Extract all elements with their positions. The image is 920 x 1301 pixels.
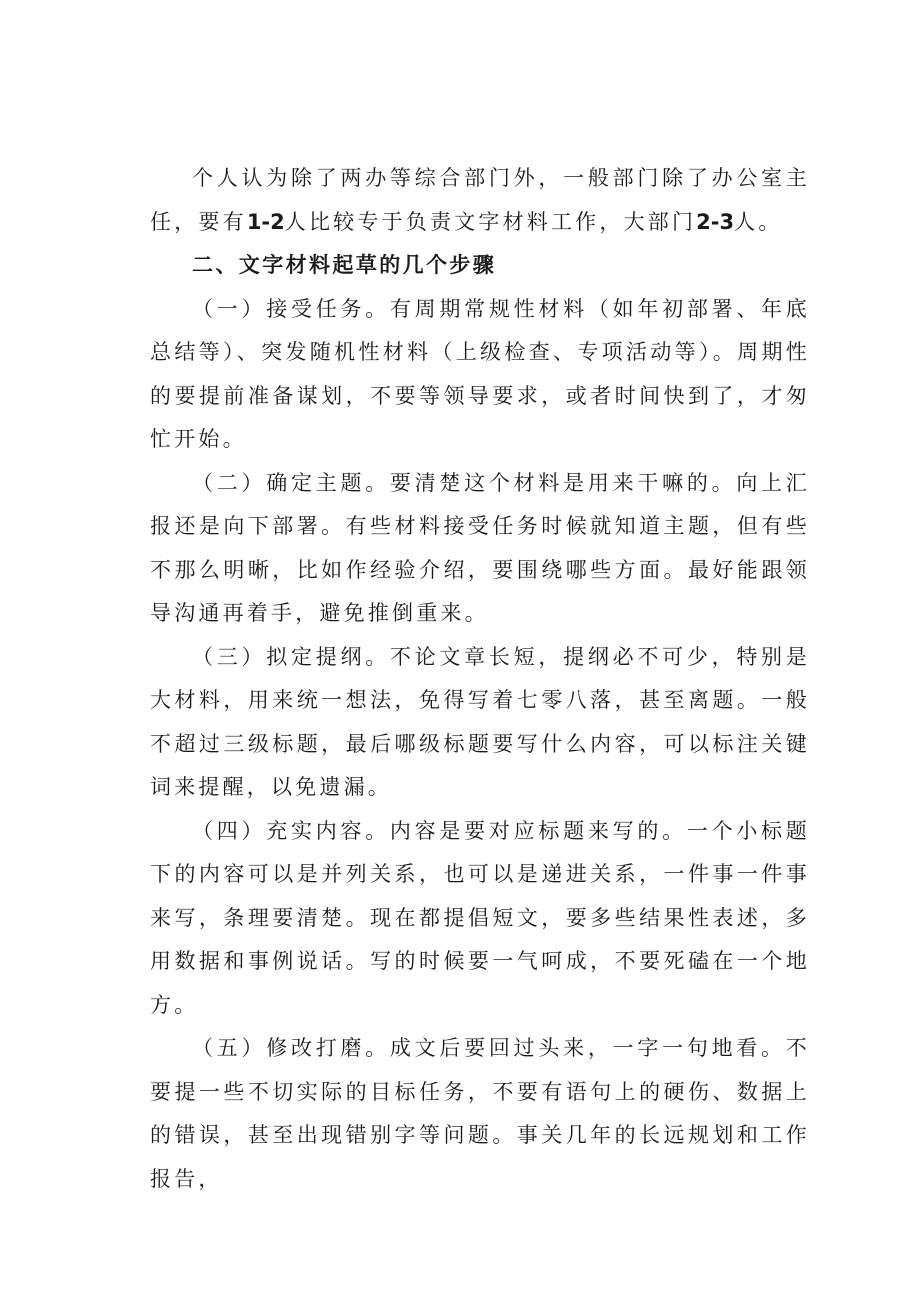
intro-paragraph	[150, 157, 810, 244]
intro-text-1: 个人认为除了两办等综合部门外，一般部门除了办公室主任，要有	[150, 166, 810, 234]
step-paragraph-3: （三）拟定提纲。不论文章长短，提纲必不可少，特别是大材料，用来统一想法，免得写着七零八落，甚至离题。一般不超过三级标题，最后哪级标题要写什么内容，可以标注关键词来提醒，以免遗漏。	[150, 644, 810, 799]
intro-text-2: 人比较专于负责文字材料工作，大部门	[284, 209, 697, 234]
step-paragraph-4: （四）充实内容。内容是要对应标题来写的。一个小标题下的内容可以是并列关系，也可以是递进关系，一件事一件事来写，条理要清楚。现在都提倡短文，要多些结果性表述，多用数据和事例说话。写的时候要一气呵成，不要死磕在一个地方。	[150, 818, 810, 1017]
step-paragraph-2: （二）确定主题。要清楚这个材料是用来干嘛的。向上汇报还是向下部署。有些材料接受任务时候就知道主题，但有些不那么明晰，比如作经验介绍，要围绕哪些方面。最好能跟领导沟通再着手，避免推倒重来。	[150, 470, 810, 625]
intro-number-1: 1-2	[246, 209, 285, 234]
step-paragraph-5: （五）修改打磨。成文后要回过头来，一字一句地看。不要提一些不切实际的目标任务，不要有语句上的硬伤、数据上的错误，甚至出现错别字等问题。事关几年的长远规划和工作报告，	[150, 1036, 810, 1191]
intro-text-3: 人。	[734, 209, 783, 234]
intro-number-2: 2-3	[696, 209, 735, 234]
document-body	[150, 157, 810, 1201]
step-paragraph-1: （一）接受任务。有周期常规性材料（如年初部署、年底总结等）、突发随机性材料（上级检查、专项活动等）。周期性的要提前准备谋划，不要等领导要求，或者时间快到了，才匆忙开始。	[150, 296, 810, 451]
section-heading: 二、文字材料起草的几个步骤	[192, 253, 497, 277]
